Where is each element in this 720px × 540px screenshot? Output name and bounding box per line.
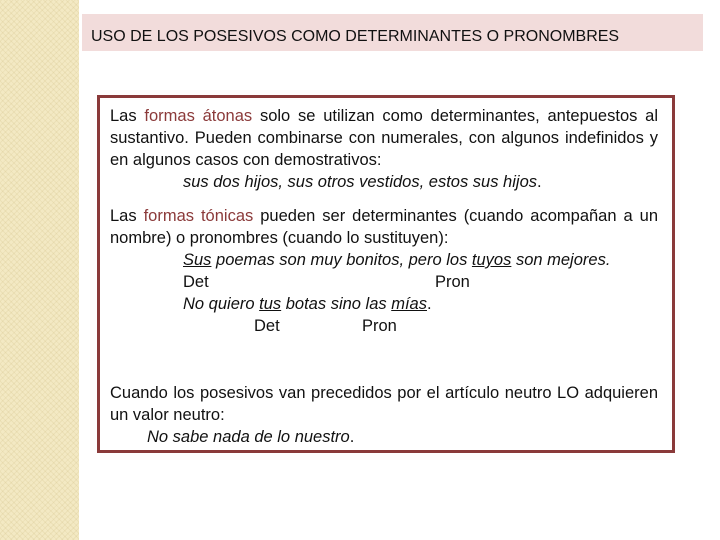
grammar-labels-2 — [110, 315, 658, 337]
label-det-1: Det — [183, 273, 209, 291]
term-formas-tonicas: formas tónicas — [143, 207, 254, 225]
slide-title: USO DE LOS POSESIVOS COMO DETERMINANTES O PRONOMBRES — [91, 28, 620, 45]
term-formas-atonas: formas átonas — [144, 107, 253, 125]
para3-body: Cuando los posesivos van precedidos por el artículo neutro LO adquieren un valor neutro: — [110, 384, 658, 424]
example-tonicas-1 — [110, 249, 658, 271]
paragraph-atonas — [110, 105, 658, 171]
example1-sus: Sus — [183, 251, 212, 269]
example-atonas-text: sus dos hijos, sus otros vestidos, estos sus hijos — [183, 173, 537, 191]
example1-end: son mejores. — [511, 251, 611, 269]
example-neutro: No sabe nada de lo nuestro. — [147, 428, 355, 446]
decorative-left-strip — [0, 0, 79, 540]
content-box — [97, 95, 675, 453]
label-det-2: Det — [254, 317, 280, 335]
label-pron-1: Pron — [435, 273, 470, 291]
grammar-labels-1 — [110, 271, 658, 293]
example1-mid: poemas son muy bonitos, pero los — [211, 251, 472, 269]
example2-tus: tus — [259, 295, 282, 313]
example2-start: No quiero — [183, 295, 260, 313]
para2-pre: Las — [110, 207, 144, 225]
label-pron-2: Pron — [362, 317, 397, 335]
example-neutro-text: No sabe nada de lo nuestro — [147, 428, 350, 446]
para2-body: pueden ser determinantes (cuando acompañan a un nombre) o pronombres (cuando lo sustituyen): — [110, 207, 658, 247]
example2-mid: botas sino las — [281, 295, 392, 313]
example-atonas: sus dos hijos, sus otros vestidos, estos sus hijos. — [183, 173, 542, 191]
example2-mias: mías — [391, 295, 427, 313]
para1-pre: Las — [110, 107, 145, 125]
para1-body: solo se utilizan como determinantes, antepuestos al sustantivo. Pueden combinarse con numerales, con algunos indefinidos y en algunos casos con demostrativos: — [110, 107, 659, 169]
example1-tuyos: tuyos — [471, 251, 512, 269]
paragraph-tonicas — [110, 205, 658, 249]
paragraph-neutro — [110, 382, 658, 426]
slide-title-bar — [82, 14, 703, 51]
example-tonicas-2: No quiero tus botas sino las mías. — [183, 295, 432, 313]
